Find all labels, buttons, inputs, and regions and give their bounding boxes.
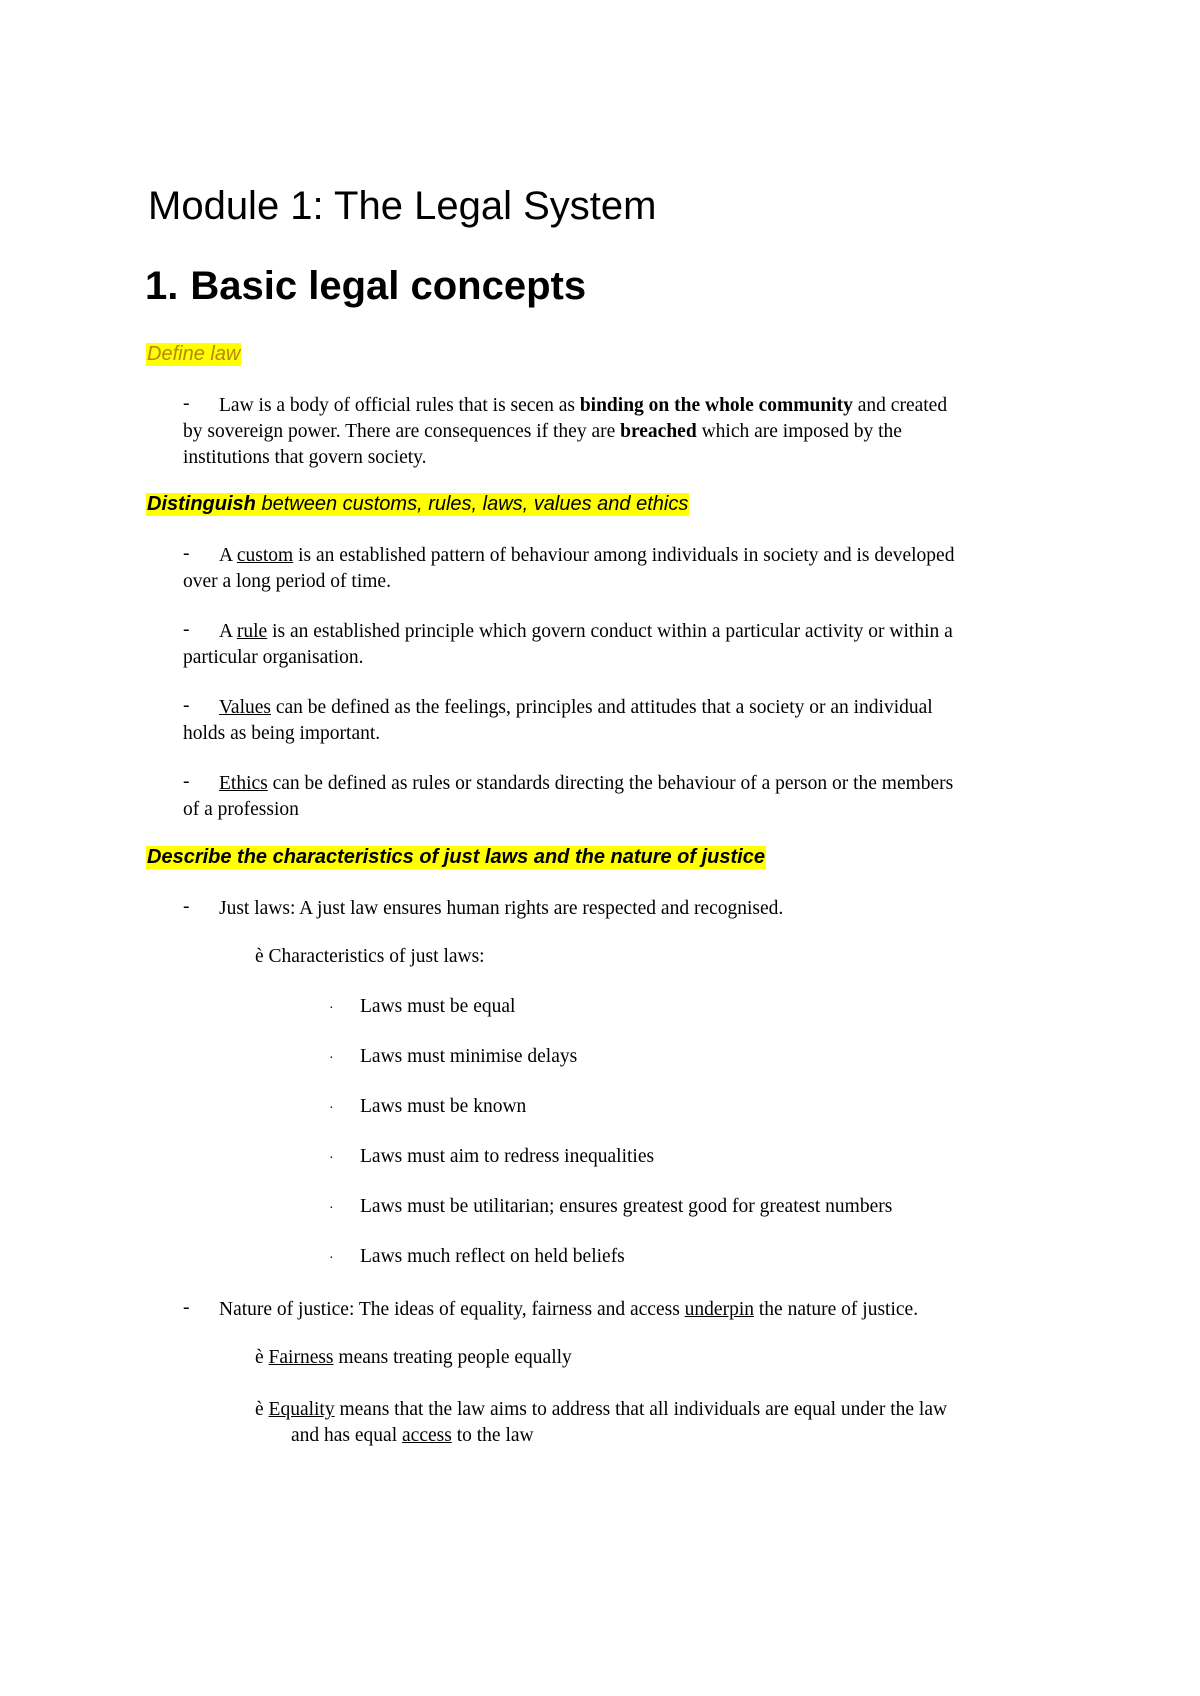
rule-term: rule bbox=[236, 621, 268, 642]
bold-text: binding on the whole community bbox=[579, 395, 853, 416]
text-run: can be defined as the feelings, principles and attitudes that a society or an individual bbox=[271, 697, 933, 718]
text-line: institutions that govern society. bbox=[183, 447, 427, 468]
bullet-dash: - bbox=[183, 771, 190, 792]
text-run: and created bbox=[852, 395, 948, 416]
characteristic-item: Laws must minimise delays bbox=[360, 1046, 578, 1067]
arrow-bullet bbox=[255, 946, 485, 968]
text-run: means treating people equally bbox=[333, 1347, 572, 1368]
text-run: A bbox=[219, 545, 237, 566]
just-laws-paragraph bbox=[183, 896, 1073, 922]
nature-paragraph bbox=[183, 1297, 1073, 1323]
section-heading bbox=[145, 264, 586, 309]
module-title: Module 1: The Legal System bbox=[148, 184, 657, 228]
bullet-dash: - bbox=[183, 619, 190, 640]
text-run: A bbox=[219, 621, 237, 642]
section-number: 1. bbox=[145, 264, 179, 308]
access-term: access bbox=[402, 1425, 452, 1446]
bullet-dash: - bbox=[183, 1297, 190, 1318]
text-run: Just laws: A just law ensures human rights are respected and recognised. bbox=[219, 898, 784, 919]
text-line: of a profession bbox=[183, 799, 299, 820]
text-run: and has equal bbox=[291, 1425, 403, 1446]
distinguish-heading bbox=[146, 493, 689, 516]
text-run: by sovereign power. There are consequences if they are bbox=[183, 421, 621, 442]
text-run: to the law bbox=[451, 1425, 534, 1446]
middle-dot: · bbox=[329, 1201, 334, 1216]
define-law-heading bbox=[146, 343, 241, 366]
middle-dot: · bbox=[329, 1151, 334, 1166]
define-law-paragraph bbox=[183, 393, 1073, 471]
text-run: is an established principle which govern conduct within a particular activity or within a bbox=[267, 621, 953, 642]
arrow-glyph: è bbox=[255, 946, 264, 967]
bullet-dash: - bbox=[183, 543, 190, 564]
characteristic-item: Laws must be known bbox=[360, 1096, 527, 1117]
underpin-term: underpin bbox=[684, 1299, 754, 1320]
distinguish-rest: between customs, rules, laws, values and ethics bbox=[255, 493, 689, 515]
arrow-glyph: è bbox=[255, 1399, 264, 1420]
ethics-term: Ethics bbox=[219, 773, 268, 794]
text-run: which are imposed by the bbox=[696, 421, 902, 442]
text-run: Nature of justice: The ideas of equality, fairness and access bbox=[219, 1299, 685, 1320]
custom-term: custom bbox=[236, 545, 294, 566]
values-paragraph bbox=[183, 695, 1073, 747]
bullet-dash: - bbox=[183, 393, 190, 414]
arrow-glyph: è bbox=[255, 1347, 264, 1368]
text-run: the nature of justice. bbox=[754, 1299, 919, 1320]
middle-dot: · bbox=[329, 1251, 334, 1266]
text-line: over a long period of time. bbox=[183, 571, 391, 592]
arrow-bullet bbox=[255, 1397, 947, 1449]
define-law-heading-text: Define law bbox=[147, 343, 241, 365]
text-run: means that the law aims to address that all individuals are equal under the law bbox=[334, 1399, 948, 1420]
characteristic-item: Laws much reflect on held beliefs bbox=[360, 1246, 625, 1267]
text-run: Law is a body of official rules that is secen as bbox=[219, 395, 580, 416]
bullet-dash: - bbox=[183, 896, 190, 917]
text-run: can be defined as rules or standards directing the behaviour of a person or the members bbox=[267, 773, 954, 794]
middle-dot: · bbox=[329, 1051, 334, 1066]
distinguish-bold: Distinguish bbox=[147, 493, 256, 515]
middle-dot: · bbox=[329, 1101, 334, 1116]
text-run: is an established pattern of behaviour among individuals in society and is developed bbox=[293, 545, 955, 566]
bullet-dash: - bbox=[183, 695, 190, 716]
section-title: Basic legal concepts bbox=[190, 264, 587, 308]
characteristic-item: Laws must be utilitarian; ensures greatest good for greatest numbers bbox=[360, 1196, 893, 1217]
text-line: holds as being important. bbox=[183, 723, 381, 744]
equality-term: Equality bbox=[268, 1399, 335, 1420]
rule-paragraph bbox=[183, 619, 1073, 671]
middle-dot: · bbox=[329, 1001, 334, 1016]
fairness-term: Fairness bbox=[268, 1347, 334, 1368]
characteristic-item: Laws must aim to redress inequalities bbox=[360, 1146, 655, 1167]
ethics-paragraph bbox=[183, 771, 1073, 823]
characteristic-item: Laws must be equal bbox=[360, 996, 516, 1017]
custom-paragraph bbox=[183, 543, 1073, 595]
text-line: particular organisation. bbox=[183, 647, 364, 668]
values-term: Values bbox=[219, 697, 271, 718]
describe-heading: Describe the characteristics of just laws and the nature of justice bbox=[147, 846, 765, 868]
bold-text: breached bbox=[620, 421, 697, 442]
characteristics-label: Characteristics of just laws: bbox=[268, 946, 485, 967]
arrow-bullet bbox=[255, 1347, 572, 1369]
